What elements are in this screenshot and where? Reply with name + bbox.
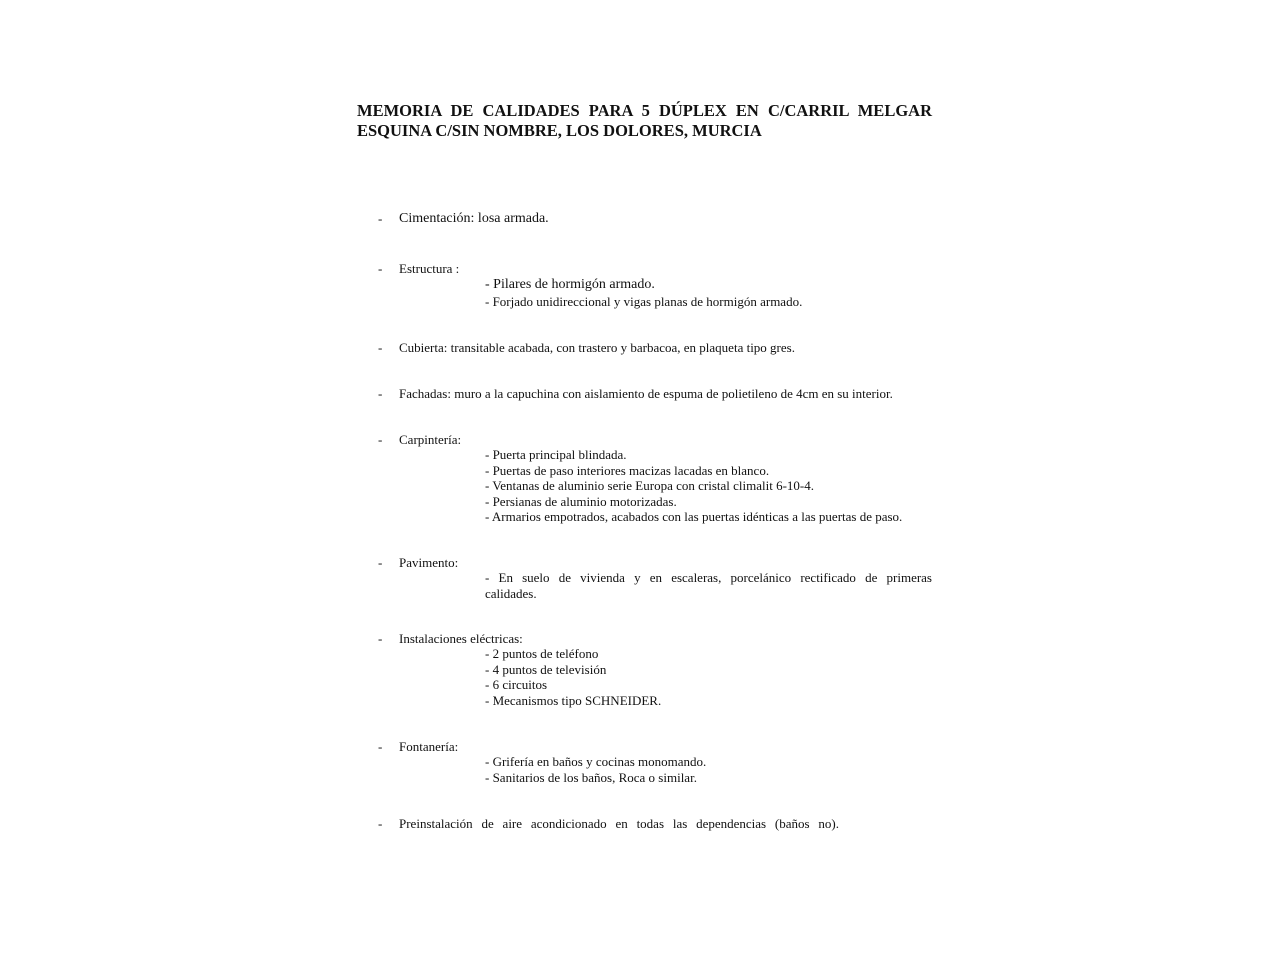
sub-list (485, 447, 902, 525)
list-item: - Armarios empotrados, acabados con las puertas idénticas a las puertas de paso. (485, 509, 903, 524)
list-item: - Persianas de aluminio motorizadas. (485, 493, 677, 509)
pavimento-text-line-1: - En suelo de vivienda y en escaleras, porcelánico rectificado de primeras (485, 570, 932, 585)
pavimento-text (485, 570, 932, 601)
bullet-dash: - (378, 386, 383, 401)
list-item: - Mecanismos tipo SCHNEIDER. (485, 692, 662, 708)
section-heading: Instalaciones eléctricas: (399, 631, 523, 646)
sub-list (485, 277, 802, 310)
bullet-dash: - (378, 631, 383, 646)
section-heading: Preinstalación de aire acondicionado en todas las dependencias (baños no). (399, 816, 839, 831)
section-heading: Cimentación: losa armada. (399, 211, 549, 226)
section-heading: Carpintería: (399, 432, 462, 447)
document-title (357, 101, 932, 141)
title-line-1: MEMORIA DE CALIDADES PARA 5 DÚPLEX EN C/CARRIL MELGAR (357, 101, 932, 120)
section-heading: Pavimento: (399, 555, 459, 570)
list-item: - 4 puntos de televisión (485, 661, 607, 677)
sub-list (485, 646, 661, 708)
bullet-dash: - (378, 739, 383, 754)
pavimento-text-line-2: calidades. (485, 585, 537, 601)
list-item: - Puerta principal blindada. (485, 447, 627, 462)
section-heading: Fontanería: (399, 739, 459, 754)
bullet-dash: - (378, 261, 383, 276)
list-item: - 2 puntos de teléfono (485, 646, 599, 661)
section-heading: Fachadas: muro a la capuchina con aislamiento de espuma de polietileno de 4cm en su interior. (399, 386, 893, 401)
sub-list (485, 754, 706, 785)
bullet-dash: - (378, 211, 383, 226)
title-line-2: ESQUINA C/SIN NOMBRE, LOS DOLORES, MURCIA (357, 121, 762, 140)
section-heading: Cubierta: transitable acabada, con trastero y barbacoa, en plaqueta tipo gres. (399, 340, 795, 355)
bullet-dash: - (378, 340, 383, 355)
bullet-dash: - (378, 555, 383, 570)
list-item: - Sanitarios de los baños, Roca o similar. (485, 769, 697, 785)
section-heading: Estructura : (399, 261, 460, 276)
bullet-dash: - (378, 432, 383, 447)
bullet-dash: - (378, 816, 383, 831)
list-item: - Grifería en baños y cocinas monomando. (485, 754, 707, 769)
list-item: - Pilares de hormigón armado. (485, 277, 655, 292)
list-item: - Ventanas de aluminio serie Europa con cristal climalit 6-10-4. (485, 478, 814, 493)
list-item: - Forjado unidireccional y vigas planas de hormigón armado. (485, 294, 803, 309)
list-item: - 6 circuitos (485, 677, 548, 692)
list-item: - Puertas de paso interiores macizas lacadas en blanco. (485, 462, 770, 478)
